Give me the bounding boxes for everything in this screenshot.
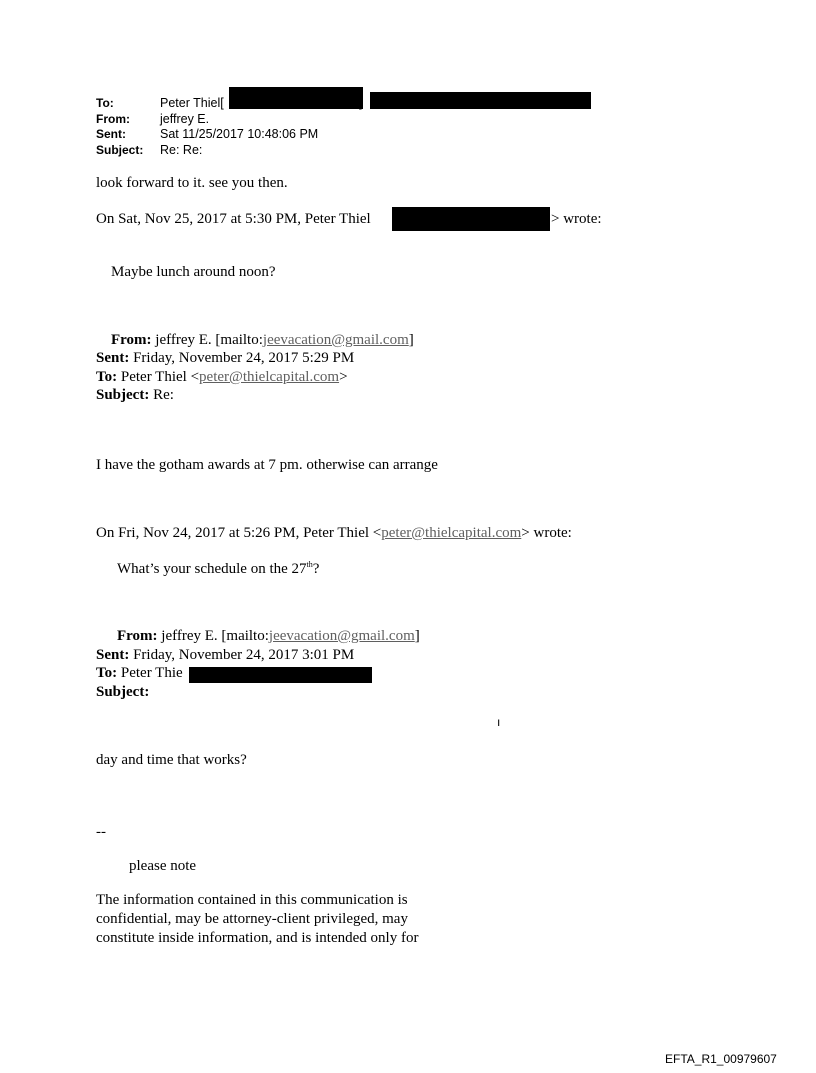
fwd2-from-label: From:: [117, 628, 158, 644]
disclaimer-line: The information contained in this communication is: [96, 892, 408, 908]
stray-mark: ı: [497, 715, 501, 729]
to-label: To:: [96, 96, 114, 110]
signature-dashes: --: [96, 824, 106, 840]
redaction-block: [189, 667, 372, 683]
quote2-attribution: [96, 525, 572, 542]
fwd1-email-link[interactable]: jeevacation@gmail.com: [262, 332, 409, 348]
redaction-block: [370, 92, 591, 109]
quote2-text: [117, 560, 319, 578]
fwd2-from-line: [117, 628, 420, 645]
day-time-line: day and time that works?: [96, 752, 247, 768]
fwd2-sent-label: Sent:: [96, 647, 130, 663]
fwd1-to-value: Peter Thiel <: [117, 369, 200, 385]
fwd2-sent-line: [96, 647, 354, 664]
fwd1-from-label: From:: [111, 332, 152, 348]
fwd2-to-label: To:: [96, 665, 118, 681]
fwd1-from-value: jeffrey E. [mailto:: [151, 332, 263, 348]
document-id: EFTA_R1_00979607: [665, 1052, 777, 1066]
quote1-attrib-post: > wrote:: [551, 211, 602, 227]
fwd1-to-email-link[interactable]: peter@thielcapital.com: [199, 369, 340, 385]
fwd2-email-link[interactable]: jeevacation@gmail.com: [268, 628, 415, 644]
to-value-fragment: n]: [352, 96, 363, 110]
fwd1-subject-label: Subject:: [96, 387, 150, 403]
subject-label: Subject:: [96, 143, 144, 157]
redaction-block: [229, 87, 363, 109]
sent-value: Sat 11/25/2017 10:48:06 PM: [160, 127, 319, 141]
please-note: please note: [129, 858, 197, 874]
fwd1-to-label: To:: [96, 369, 118, 385]
fwd2-to-line: [96, 665, 183, 682]
subject-value: Re: Re:: [160, 143, 203, 157]
fwd2-subject-label: Subject:: [96, 684, 150, 700]
quote2-attrib-post: > wrote:: [521, 525, 572, 541]
sent-label: Sent:: [96, 127, 126, 141]
fwd1-from-line: [111, 332, 414, 349]
quote2-text-sup: th: [306, 560, 313, 569]
disclaimer-line: confidential, may be attorney-client privileged, may: [96, 911, 408, 927]
from-label: From:: [96, 112, 130, 126]
fwd1-to-close: >: [339, 369, 348, 385]
redaction-block: [392, 207, 550, 231]
quote2-email-link[interactable]: peter@thielcapital.com: [381, 525, 522, 541]
reply-line: look forward to it. see you then.: [96, 175, 288, 191]
quote1-attrib-pre: On Sat, Nov 25, 2017 at 5:30 PM, Peter Thiel: [96, 211, 371, 227]
to-value: Peter Thiel[: [160, 96, 224, 110]
from-value: jeffrey E.: [160, 112, 210, 126]
fwd1-sent-value: Friday, November 24, 2017 5:29 PM: [129, 350, 355, 366]
gotham-line: I have the gotham awards at 7 pm. otherwise can arrange: [96, 457, 438, 473]
fwd1-sent-label: Sent:: [96, 350, 130, 366]
fwd1-subject-line: [96, 387, 174, 404]
fwd2-from-value: jeffrey E. [mailto:: [157, 628, 269, 644]
fwd2-subject-line: [96, 684, 149, 701]
fwd2-from-close: ]: [414, 628, 420, 644]
quote1-text: Maybe lunch around noon?: [111, 264, 276, 280]
fwd1-from-close: ]: [408, 332, 414, 348]
fwd2-sent-value: Friday, November 24, 2017 3:01 PM: [129, 647, 355, 663]
quote2-text-pre: What’s your schedule on the 27: [117, 561, 307, 577]
fwd1-to-line: [96, 369, 348, 386]
quote2-attrib-pre: On Fri, Nov 24, 2017 at 5:26 PM, Peter Thiel <: [96, 525, 382, 541]
fwd1-subject-value: Re:: [149, 387, 174, 403]
fwd1-sent-line: [96, 350, 354, 367]
quote2-text-post: ?: [312, 561, 320, 577]
disclaimer-line: constitute inside information, and is intended only for: [96, 930, 419, 946]
fwd2-to-value: Peter Thie: [117, 665, 183, 681]
